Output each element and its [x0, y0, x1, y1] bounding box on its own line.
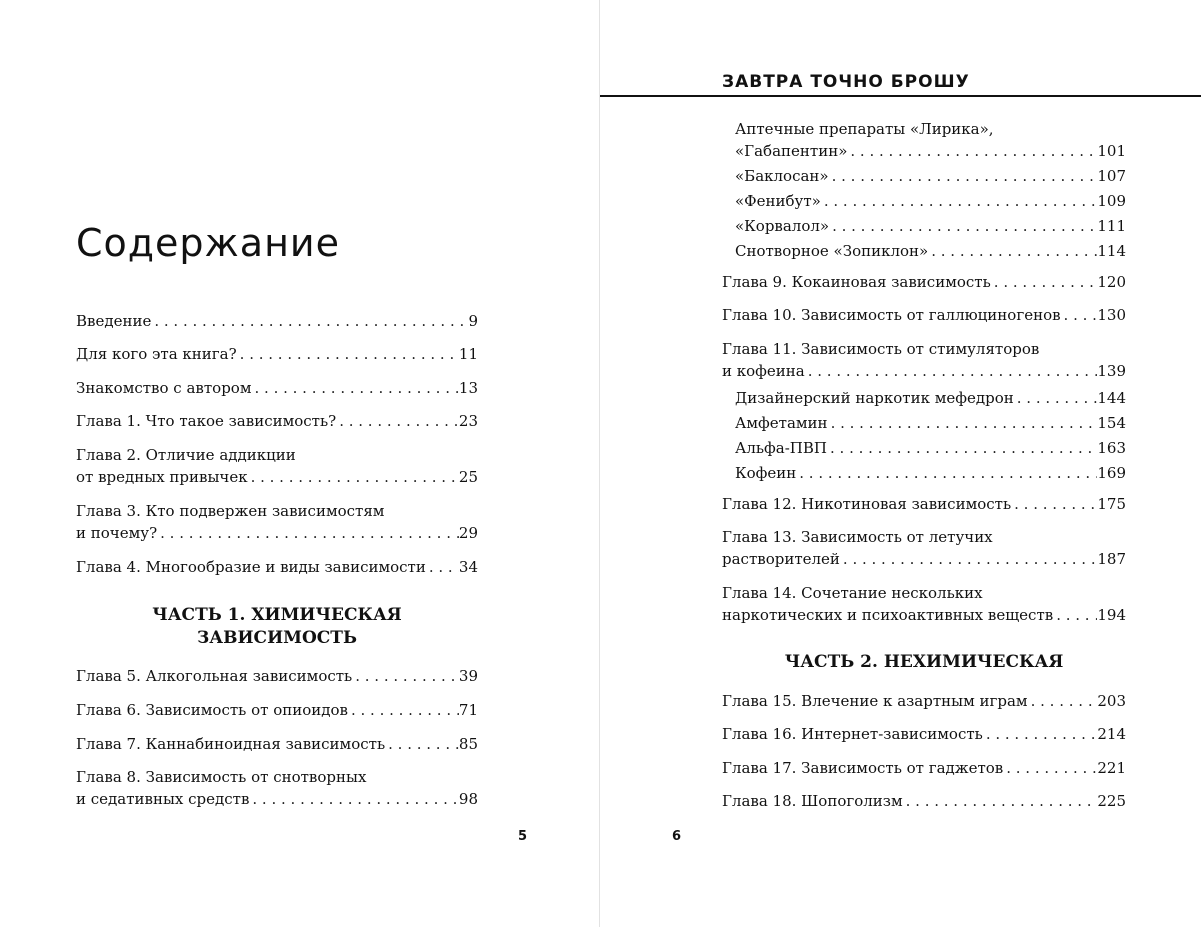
toc-entry-title: Знакомство с автором — [76, 379, 252, 397]
toc-entry-title: Глава 17. Зависимость от гаджетов — [722, 759, 1004, 777]
toc-entry-line — [76, 310, 478, 332]
toc-entry-line — [76, 522, 478, 544]
part-1-heading — [76, 604, 478, 650]
dot-leader — [928, 240, 1097, 262]
dot-leader — [847, 140, 1097, 162]
toc-entry-line — [722, 548, 1126, 570]
dot-leader — [1061, 304, 1098, 326]
toc-page-number: 221 — [1097, 759, 1126, 777]
toc-page-number: 154 — [1097, 414, 1126, 432]
dot-leader — [983, 723, 1098, 745]
dot-leader — [157, 522, 459, 544]
toc-page-number: 34 — [458, 558, 478, 576]
left-page — [0, 0, 599, 927]
toc-entry — [722, 757, 1126, 779]
toc-entry-title: и седативных средств — [76, 790, 250, 808]
toc-page-number: 139 — [1097, 362, 1126, 380]
toc-page-number: 39 — [458, 667, 478, 685]
toc-entry-line — [722, 338, 1126, 360]
toc-entry — [735, 215, 1126, 237]
header-rule — [600, 95, 1201, 97]
toc-entry — [76, 310, 478, 332]
toc-page-number: 13 — [458, 379, 478, 397]
toc-entry — [76, 377, 478, 399]
toc-entry-line — [76, 410, 478, 432]
toc-entry — [76, 665, 478, 687]
dot-leader — [805, 360, 1098, 382]
toc-entry — [76, 556, 478, 578]
toc-entry-title: Снотворное «Зопиклон» — [735, 242, 929, 260]
dot-leader — [828, 412, 1098, 434]
dot-leader — [991, 271, 1098, 293]
toc-entry-title: и почему? — [76, 524, 158, 542]
toc-entry — [722, 582, 1126, 626]
part-1-heading-line2: ЗАВИСИМОСТЬ — [197, 628, 357, 648]
toc-entry-title: Глава 18. Шопоголизм — [722, 792, 903, 810]
toc-entry — [76, 733, 478, 755]
toc-entry-line — [722, 360, 1126, 382]
dot-leader — [827, 437, 1097, 459]
toc-entry-line — [76, 343, 478, 365]
toc-entry-title: Глава 3. Кто подвержен зависимостям — [76, 502, 385, 520]
toc-entry-line — [76, 665, 478, 687]
toc-page-number: 225 — [1097, 792, 1126, 810]
toc-entry — [722, 304, 1126, 326]
toc-entry — [735, 462, 1126, 484]
dot-leader — [829, 215, 1097, 237]
toc-page-number: 85 — [458, 735, 478, 753]
toc-entry — [76, 444, 478, 488]
toc-entry-line — [76, 556, 478, 578]
toc-entry — [76, 410, 478, 432]
toc-page-number: 29 — [458, 524, 478, 542]
toc-entry-line — [735, 165, 1126, 187]
toc-page-number: 163 — [1097, 439, 1126, 457]
toc-entry-line — [735, 190, 1126, 212]
toc-entry-title: Амфетамин — [735, 414, 828, 432]
toc-entry-line — [735, 462, 1126, 484]
toc-entry-title: Глава 2. Отличие аддикции — [76, 446, 296, 464]
dot-leader — [1028, 690, 1098, 712]
toc-entry-line — [76, 500, 478, 522]
toc-entry — [722, 690, 1126, 712]
toc-entry-line — [722, 723, 1126, 745]
toc-entry-line — [722, 271, 1126, 293]
toc-entry-title: «Баклосан» — [735, 167, 829, 185]
toc-entry-title: Глава 15. Влечение к азартным играм — [722, 692, 1028, 710]
right-page — [600, 0, 1201, 927]
toc-entry-line — [735, 140, 1126, 162]
toc-entry-line — [735, 240, 1126, 262]
toc-entry-line — [76, 466, 478, 488]
toc-entry-line — [735, 412, 1126, 434]
toc-entry-title: «Корвалол» — [735, 217, 830, 235]
toc-entry-title: Дизайнерский наркотик мефедрон — [735, 389, 1014, 407]
toc-page-number: 144 — [1097, 389, 1126, 407]
toc-entry-title: Кофеин — [735, 464, 797, 482]
toc-entry — [722, 526, 1126, 570]
dot-leader — [336, 410, 459, 432]
toc-entry — [722, 493, 1126, 515]
toc-entry — [722, 338, 1126, 382]
part-1-heading-line1: ЧАСТЬ 1. ХИМИЧЕСКАЯ — [152, 605, 402, 625]
toc-entry-title: Глава 13. Зависимость от летучих — [722, 528, 993, 546]
toc-entry-line — [722, 604, 1126, 626]
toc-entry-line — [76, 766, 478, 788]
toc-page-number: 11 — [458, 345, 478, 363]
toc-page-number: 203 — [1097, 692, 1126, 710]
toc-entry-line — [722, 690, 1126, 712]
toc-entry-title: Глава 5. Алкогольная зависимость — [76, 667, 353, 685]
toc-entry-title: Глава 6. Зависимость от опиоидов — [76, 701, 348, 719]
dot-leader — [1011, 493, 1097, 515]
toc-page-number: 214 — [1097, 725, 1126, 743]
toc-entry-title: Аптечные препараты «Лирика», — [735, 120, 994, 138]
dot-leader — [1053, 604, 1097, 626]
dot-leader — [252, 377, 459, 399]
toc-entry — [735, 165, 1126, 187]
toc-page-number: 194 — [1097, 606, 1126, 624]
toc-entry-title: Глава 9. Кокаиновая зависимость — [722, 273, 991, 291]
toc-entry-title: от вредных привычек — [76, 468, 248, 486]
dot-leader — [1003, 757, 1097, 779]
dot-leader — [249, 788, 459, 810]
toc-entry-line — [722, 757, 1126, 779]
toc-entry-line — [722, 526, 1126, 548]
toc-entry — [722, 790, 1126, 812]
toc-entry-title: Глава 4. Многообразие и виды зависимости — [76, 558, 426, 576]
toc-entry — [722, 723, 1126, 745]
toc-entry — [735, 437, 1126, 459]
dot-leader — [426, 556, 459, 578]
toc-page-number: 175 — [1097, 495, 1126, 513]
toc-entry-title: «Фенибут» — [735, 192, 821, 210]
toc-page-number: 9 — [468, 312, 478, 330]
page-number-right: 6 — [672, 829, 682, 844]
toc-entry-title: Глава 16. Интернет-зависимость — [722, 725, 983, 743]
toc-entry-line — [76, 699, 478, 721]
toc-page-number: 187 — [1097, 550, 1126, 568]
dot-leader — [151, 310, 468, 332]
toc-entry-line — [76, 788, 478, 810]
dot-leader — [248, 466, 459, 488]
toc-entry-line — [735, 118, 1126, 140]
toc-entry-title: Для кого эта книга? — [76, 345, 237, 363]
toc-entry-title: «Габапентин» — [735, 142, 848, 160]
toc-entry-line — [735, 387, 1126, 409]
toc-entry — [735, 190, 1126, 212]
toc-entry — [76, 699, 478, 721]
dot-leader — [1014, 387, 1098, 409]
toc-page-number: 101 — [1097, 142, 1126, 160]
toc-entry-title: Глава 1. Что такое зависимость? — [76, 412, 337, 430]
toc-entry — [76, 500, 478, 544]
toc-entry-title: Глава 10. Зависимость от галлюциногенов — [722, 306, 1061, 324]
toc-entry-line — [76, 377, 478, 399]
toc-entry-line — [722, 582, 1126, 604]
toc-page-number: 109 — [1097, 192, 1126, 210]
dot-leader — [821, 190, 1098, 212]
part-2-heading-line1: ЧАСТЬ 2. НЕХИМИЧЕСКАЯ — [784, 652, 1064, 672]
toc-entry — [76, 766, 478, 810]
toc-page-number: 120 — [1097, 273, 1126, 291]
dot-leader — [385, 733, 459, 755]
toc-entry-title: Глава 14. Сочетание нескольких — [722, 584, 983, 602]
running-header: ЗАВТРА ТОЧНО БРОШУ — [722, 72, 970, 92]
dot-leader — [352, 665, 459, 687]
toc-entry-title: наркотических и психоактивных веществ — [722, 606, 1054, 624]
toc-entry-title: Глава 11. Зависимость от стимуляторов — [722, 340, 1040, 358]
toc-entry-title: и кофеина — [722, 362, 805, 380]
contents-title: Содержание — [76, 221, 340, 265]
toc-entry-title: растворителей — [722, 550, 840, 568]
toc-page-number: 114 — [1097, 242, 1126, 260]
toc-entry-title: Глава 12. Никотиновая зависимость — [722, 495, 1012, 513]
toc-entry-line — [722, 493, 1126, 515]
toc-page-number: 107 — [1097, 167, 1126, 185]
toc-page-number: 25 — [458, 468, 478, 486]
page-number-left: 5 — [518, 829, 528, 844]
dot-leader — [829, 165, 1098, 187]
toc-entry — [722, 271, 1126, 293]
toc-entry-line — [76, 733, 478, 755]
toc-entry-line — [76, 444, 478, 466]
dot-leader — [237, 343, 459, 365]
dot-leader — [840, 548, 1097, 570]
dot-leader — [348, 699, 459, 721]
toc-page-number: 23 — [458, 412, 478, 430]
dot-leader — [903, 790, 1098, 812]
part-2-heading — [722, 651, 1126, 674]
toc-entry-title: Альфа-ПВП — [735, 439, 827, 457]
toc-entry — [76, 343, 478, 365]
toc-page-number: 98 — [458, 790, 478, 808]
toc-entry — [735, 240, 1126, 262]
toc-entry-title: Глава 7. Каннабиноидная зависимость — [76, 735, 386, 753]
toc-entry — [735, 387, 1126, 409]
toc-page-number: 169 — [1097, 464, 1126, 482]
toc-page-number: 71 — [458, 701, 478, 719]
toc-entry — [735, 118, 1126, 162]
toc-entry-title: Глава 8. Зависимость от снотворных — [76, 768, 367, 786]
toc-page-number: 130 — [1097, 306, 1126, 324]
toc-entry-title: Введение — [76, 312, 152, 330]
toc-page-number: 111 — [1097, 217, 1126, 235]
toc-entry-line — [735, 437, 1126, 459]
toc-entry-line — [722, 304, 1126, 326]
toc-entry-line — [735, 215, 1126, 237]
toc-entry — [735, 412, 1126, 434]
dot-leader — [796, 462, 1097, 484]
toc-entry-line — [722, 790, 1126, 812]
